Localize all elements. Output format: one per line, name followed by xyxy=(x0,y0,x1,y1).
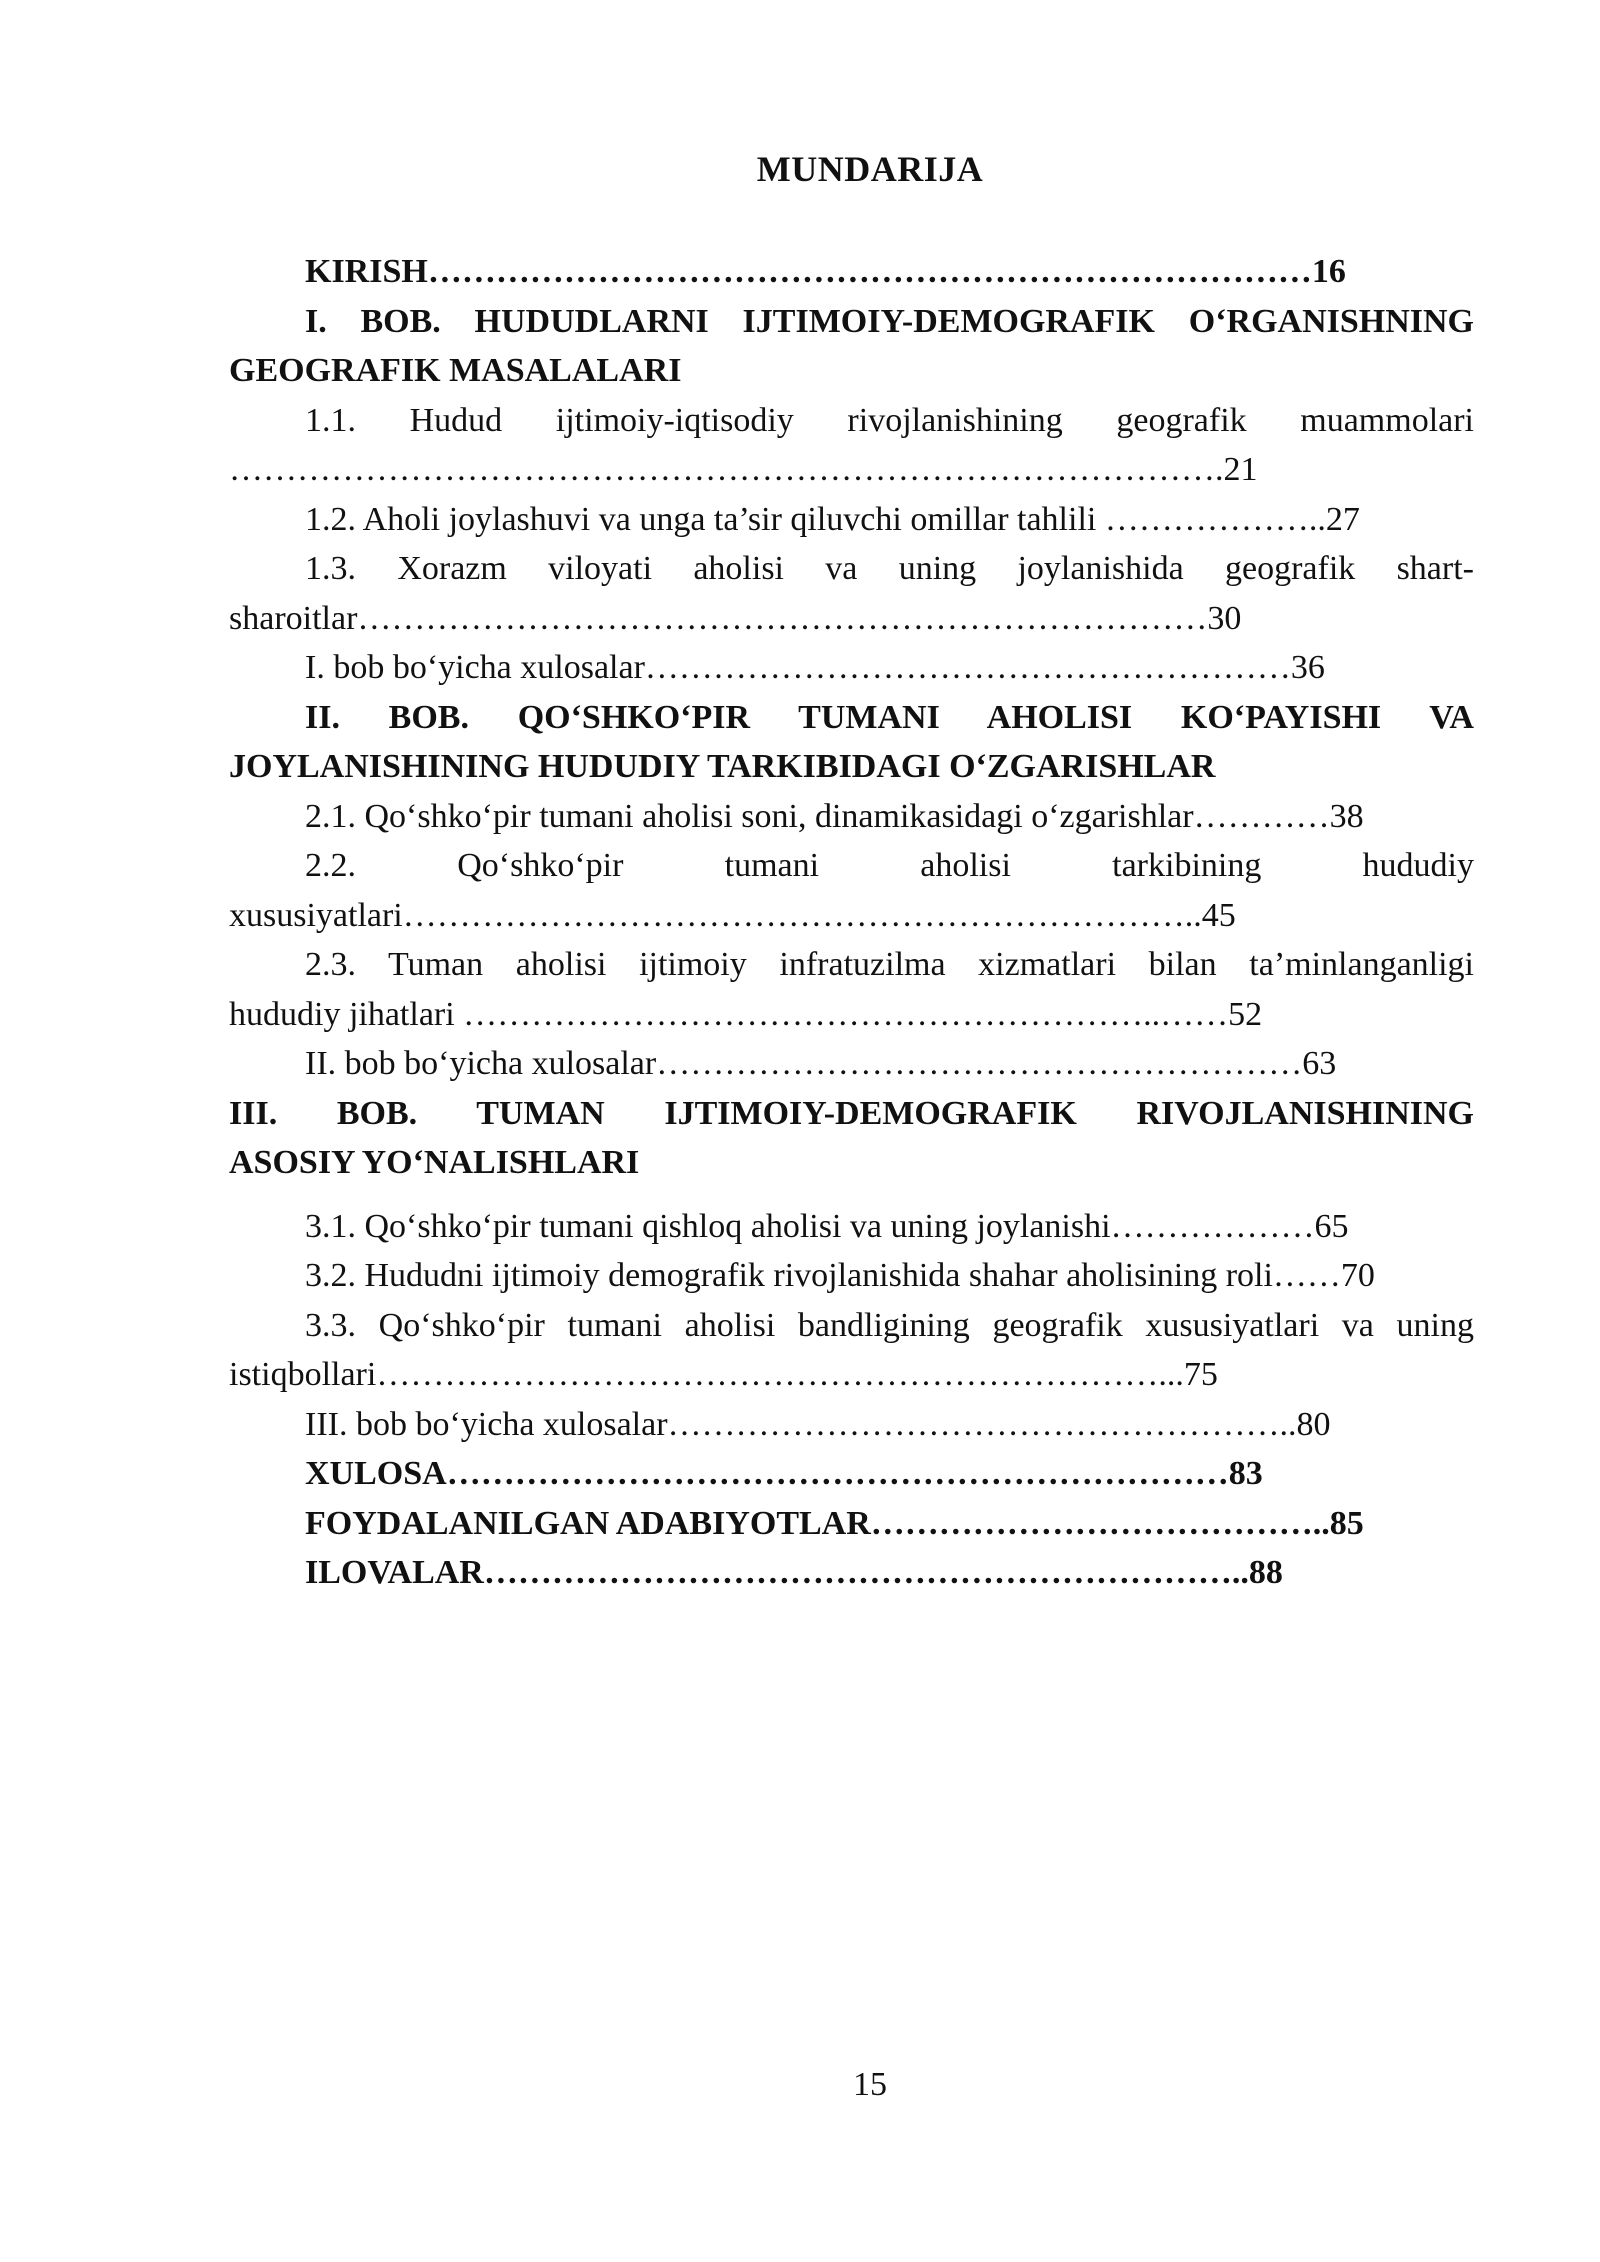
toc-section-1-1-line-2: …………………………………………………………………………….21 xyxy=(229,451,1258,488)
toc-section-2-3-line-1: 2.3. Tuman aholisi ijtimoiy infratuzilma xizmatlari bilan ta’minlanganligi xyxy=(305,946,1474,983)
toc-section-3-3-line-1: 3.3. Qo‘shko‘pir tumani aholisi bandligining geografik xususiyatlari va uning xyxy=(305,1306,1474,1344)
table-of-contents xyxy=(229,247,1474,1598)
toc-chapter-3-line-1: III. BOB. TUMAN IJTIMOIY-DEMOGRAFIK RIVOJLANISHINING xyxy=(229,1094,1474,1132)
toc-chapter-1-line-2: GEOGRAFIK MASALALARI xyxy=(229,352,682,389)
toc-spacer xyxy=(229,1188,1474,1202)
toc-section-2-2-line-1: 2.2. Qo‘shko‘pir tumani aholisi tarkibining hududiy xyxy=(305,847,1474,884)
toc-entry-adabiyotlar: FOYDALANILGAN ADABIYOTLAR…………………………………..85 xyxy=(305,1504,1364,1542)
toc-entry-ilovalar: ILOVALAR…………………………………………………………..88 xyxy=(305,1554,1283,1591)
toc-conclusion-2: II. bob bo‘yicha xulosalar…………………………………………………63 xyxy=(305,1045,1337,1082)
toc-section-2-2-line-2: xususiyatlari……………………………………………………………..45 xyxy=(229,896,1236,934)
toc-chapter-1-line-1: I. BOB. HUDUDLARNI IJTIMOIY-DEMOGRAFIK O‘RGANISHNING xyxy=(305,302,1474,340)
toc-entry-xulosa: XULOSA……………………………………………………………83 xyxy=(305,1455,1263,1492)
toc-section-2-1: 2.1. Qo‘shko‘pir tumani aholisi soni, dinamikasidagi o‘zgarishlar…………38 xyxy=(305,797,1364,835)
toc-chapter-2-line-2: JOYLANISHINING HUDUDIY TARKIBIDAGI O‘ZGARISHLAR xyxy=(229,748,1216,785)
toc-section-1-3-line-1: 1.3. Xorazm viloyati aholisi va uning joylanishida geografik shart- xyxy=(305,550,1474,587)
toc-conclusion-1: I. bob bo‘yicha xulosalar…………………………………………………36 xyxy=(305,649,1325,686)
toc-section-3-3-line-2: istiqbollari……………………………………………………………...75 xyxy=(229,1356,1218,1393)
toc-section-1-2: 1.2. Aholi joylashuvi va unga ta’sir qiluvchi omillar tahlili ………………..27 xyxy=(305,500,1360,538)
toc-chapter-2-line-1: II. BOB. QO‘SHKO‘PIR TUMANI AHOLISI KO‘PAYISHI VA xyxy=(305,698,1474,736)
toc-section-2-3-line-2: hududiy jihatlari ……………………………………………………..……52 xyxy=(229,995,1263,1033)
toc-section-1-3-line-2: sharoitlar…………………………………………………………………30 xyxy=(229,599,1242,637)
toc-chapter-3-line-2: ASOSIY YO‘NALISHLARI xyxy=(229,1144,640,1181)
toc-entry-kirish: KIRISH……………………………………………………………………16 xyxy=(305,253,1346,290)
page-number: 15 xyxy=(853,2066,887,2103)
toc-section-1-1-line-1: 1.1. Hudud ijtimoiy-iqtisodiy rivojlanishining geografik muammolari xyxy=(305,401,1474,439)
page-title: MUNDARIJA xyxy=(756,149,984,189)
toc-conclusion-3: III. bob bo‘yicha xulosalar………………………………………………..80 xyxy=(305,1405,1331,1443)
toc-section-3-1: 3.1. Qo‘shko‘pir tumani qishloq aholisi va uning joylanishi………………65 xyxy=(305,1207,1349,1245)
toc-section-3-2: 3.2. Hududni ijtimoiy demografik rivojlanishida shahar aholisining roli……70 xyxy=(305,1257,1375,1294)
